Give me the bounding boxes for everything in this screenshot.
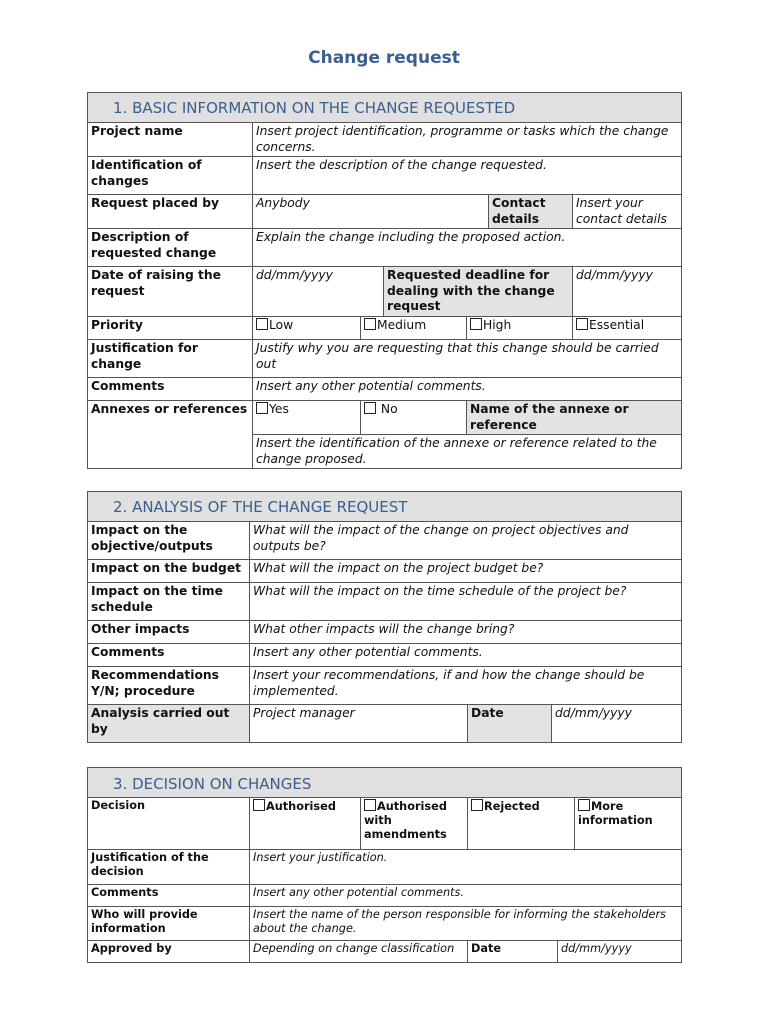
priority-option-medium[interactable]: Medium [361,317,467,340]
comments-field[interactable]: Insert any other potential comments. [250,885,682,907]
page-title: Change request [308,48,460,68]
basic-information-table [87,92,682,469]
request-placed-label: Request placed by [88,195,253,229]
analysis-by-label: Analysis carried out by [88,705,250,743]
identification-label: Identification of changes [88,157,253,195]
comments-field[interactable]: Insert any other potential comments. [250,644,682,667]
analysis-date-field[interactable]: dd/mm/yyyy [552,705,682,743]
decision-option-authorised[interactable]: Authorised [250,798,361,850]
date-raising-label: Date of raising the request [88,267,253,317]
justification-label: Justification for change [88,340,253,378]
checkbox-icon[interactable] [364,799,376,811]
decision-option-more-information[interactable]: More information [575,798,682,850]
checkbox-icon[interactable] [256,402,268,414]
checkbox-icon[interactable] [471,799,483,811]
checkbox-icon[interactable] [578,799,590,811]
priority-label: Priority [88,317,253,340]
checkbox-icon[interactable] [364,318,376,330]
decision-option-rejected[interactable]: Rejected [468,798,575,850]
identification-field[interactable]: Insert the description of the change requested. [253,157,682,195]
approval-date-label: Date [468,941,558,963]
section-3-heading: 3. DECISION ON CHANGES [88,768,682,798]
decision-option-authorised-with-amendments[interactable]: Authorised with amendments [361,798,468,850]
annex-identification-field[interactable]: Insert the identification of the annexe or reference related to the change proposed. [253,435,682,469]
recommendations-field[interactable]: Insert your recommendations, if and how the change should be implemented. [250,667,682,705]
impact-time-label: Impact on the time schedule [88,583,250,621]
approved-by-field[interactable]: Depending on change classification [250,941,468,963]
justification-field[interactable]: Justify why you are requesting that this change should be carried out [253,340,682,378]
comments-label: Comments [88,644,250,667]
description-field[interactable]: Explain the change including the proposed action. [253,229,682,267]
impact-budget-label: Impact on the budget [88,560,250,583]
decision-justification-field[interactable]: Insert your justification. [250,850,682,885]
comments-label: Comments [88,378,253,401]
decision-justification-label: Justification of the decision [88,850,250,885]
section-2-heading: 2. ANALYSIS OF THE CHANGE REQUEST [88,492,682,522]
checkbox-icon[interactable] [576,318,588,330]
request-placed-field[interactable]: Anybody [253,195,489,229]
impact-budget-field[interactable]: What will the impact on the project budget be? [250,560,682,583]
contact-details-field[interactable]: Insert your contact details [573,195,682,229]
annex-name-label: Name of the annexe or reference [467,401,682,435]
impact-time-field[interactable]: What will the impact on the time schedule of the project be? [250,583,682,621]
description-label: Description of requested change [88,229,253,267]
checkbox-icon[interactable] [253,799,265,811]
project-name-field[interactable]: Insert project identification, programme or tasks which the change concerns. [253,123,682,157]
priority-option-high[interactable]: High [467,317,573,340]
deadline-label: Requested deadline for dealing with the change request [384,267,573,317]
analysis-by-field[interactable]: Project manager [250,705,468,743]
who-provides-info-label: Who will provide information [88,907,250,941]
checkbox-icon[interactable] [470,318,482,330]
other-impacts-label: Other impacts [88,621,250,644]
analysis-date-label: Date [468,705,552,743]
project-name-label: Project name [88,123,253,157]
approval-date-field[interactable]: dd/mm/yyyy [558,941,682,963]
impact-objective-label: Impact on the objective/outputs [88,522,250,560]
annex-option-yes[interactable]: Yes [253,401,361,435]
section-1-heading: 1. BASIC INFORMATION ON THE CHANGE REQUESTED [88,93,682,123]
who-provides-info-field[interactable]: Insert the name of the person responsible for informing the stakeholders about the change. [250,907,682,941]
comments-field[interactable]: Insert any other potential comments. [253,378,682,401]
contact-details-label: Contact details [489,195,573,229]
comments-label: Comments [88,885,250,907]
analysis-table [87,491,682,743]
decision-label: Decision [88,798,250,850]
checkbox-icon[interactable] [256,318,268,330]
other-impacts-field[interactable]: What other impacts will the change bring? [250,621,682,644]
deadline-field[interactable]: dd/mm/yyyy [573,267,682,317]
annexes-label: Annexes or references [88,401,253,469]
impact-objective-field[interactable]: What will the impact of the change on project objectives and outputs be? [250,522,682,560]
decision-table [87,767,682,963]
date-raising-field[interactable]: dd/mm/yyyy [253,267,384,317]
checkbox-icon[interactable] [364,402,376,414]
annex-option-no[interactable]: No [361,401,467,435]
priority-option-essential[interactable]: Essential [573,317,682,340]
approved-by-label: Approved by [88,941,250,963]
priority-option-low[interactable]: Low [253,317,361,340]
recommendations-label: Recommendations Y/N; procedure [88,667,250,705]
